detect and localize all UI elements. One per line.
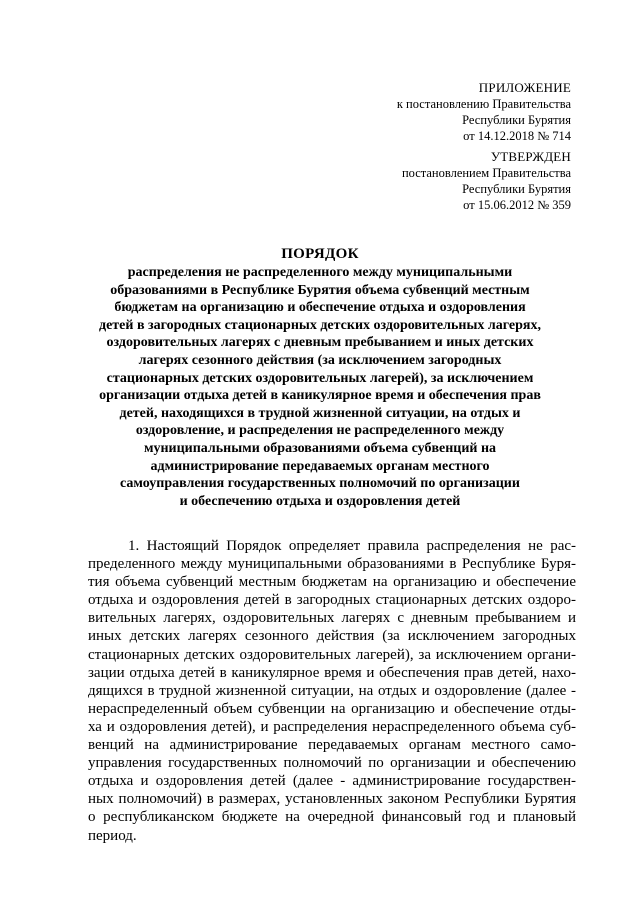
title-line: оздоровление, и распределения не распределенного между — [135, 423, 505, 439]
title-line: распределения не распределенного между муниципальными — [127, 265, 513, 280]
title-line: оздоровительных лагерях с дневным пребыванием и иных детских — [106, 335, 534, 351]
title-line: самоуправления государственных полномочий по организации — [120, 476, 520, 492]
paragraph-line: ных полномочий) в размерах, установленных законом Республики Бурятия — [88, 791, 576, 808]
approved-line: Республики Бурятия — [462, 182, 571, 196]
paragraph-line: иных детских лагерях сезонного действия (за исключением загородных — [88, 628, 576, 645]
paragraph-line: 1. Настоящий Порядок определяет правила распределения не рас- — [128, 538, 576, 554]
paragraph-line: отдыха и оздоровления детей (далее - администрирование государствен- — [88, 773, 576, 790]
approved-heading: УТВЕРЖДЕН — [490, 149, 571, 164]
appendix-line: от 14.12.2018 № 714 — [463, 129, 571, 143]
title-line: образованиями в Республике Бурятия объема субвенций местным — [110, 282, 530, 298]
appendix-block — [397, 80, 571, 144]
title-line: администрирование передаваемых органам местного — [150, 458, 490, 474]
paragraph-line: ха и оздоровления детей), и распределения нераспределенного объема суб- — [88, 718, 576, 735]
paragraph-line: нераспределенный объем субвенции на организацию и обеспечение отды- — [88, 700, 576, 717]
paragraph-line: стационарных детских оздоровительных лагерей), за исключением органи- — [88, 646, 576, 663]
title-line: и обеспечению отдыха и оздоровления детей — [179, 493, 461, 509]
paragraph-line: венций на администрирование передаваемых органам местного само- — [88, 737, 576, 754]
paragraph-1 — [88, 537, 576, 845]
document-title — [64, 245, 576, 510]
appendix-line: Республики Бурятия — [462, 113, 571, 127]
title-line: лагерях сезонного действия (за исключением загородных — [138, 352, 502, 368]
approved-line: от 15.06.2012 № 359 — [463, 198, 571, 212]
paragraph-line: дящихся в трудной жизненной ситуации, на отдых и оздоровление (далее - — [88, 682, 576, 699]
title-line: детей, находящихся в трудной жизненной ситуации, на отдых и — [119, 405, 521, 421]
paragraph-line: зации отдыха детей в каникулярное время и обеспечения прав детей, нахо- — [88, 664, 576, 681]
appendix-line: к постановлению Правительства — [396, 97, 571, 111]
title-line: организации отдыха детей в каникулярное время и обеспечения прав — [99, 388, 541, 404]
paragraph-line: управления государственных полномочий по организации и обеспечению — [88, 755, 576, 772]
paragraph-line: отдыха и оздоровления детей в загородных стационарных детских оздоро- — [88, 592, 576, 609]
approved-block — [402, 149, 571, 213]
paragraph-line: пределенного между муниципальными образованиями в Республике Буря- — [88, 556, 576, 573]
appendix-heading: ПРИЛОЖЕНИЕ — [478, 80, 571, 95]
title-line: стационарных детских оздоровительных лагерей), за исключением — [106, 370, 534, 386]
paragraph-line: тия объема субвенций местным бюджетам на организацию и обеспечение — [88, 574, 576, 591]
title-line: детей в загородных стационарных детских оздоровительных лагерях, — [98, 317, 541, 333]
title-line: муниципальными образованиями объема субвенций на — [143, 440, 497, 456]
title-main: ПОРЯДОК — [281, 246, 359, 262]
paragraph-line: вительных лагерях, оздоровительных лагерях с дневным пребыванием и — [88, 610, 576, 627]
paragraph-line: период. — [88, 827, 137, 844]
title-line: бюджетам на организацию и обеспечение отдыха и оздоровления — [114, 300, 526, 316]
approved-line: постановлением Правительства — [401, 166, 571, 180]
paragraph-line: о республиканском бюджете на очередной финансовый год и плановый — [88, 809, 576, 826]
